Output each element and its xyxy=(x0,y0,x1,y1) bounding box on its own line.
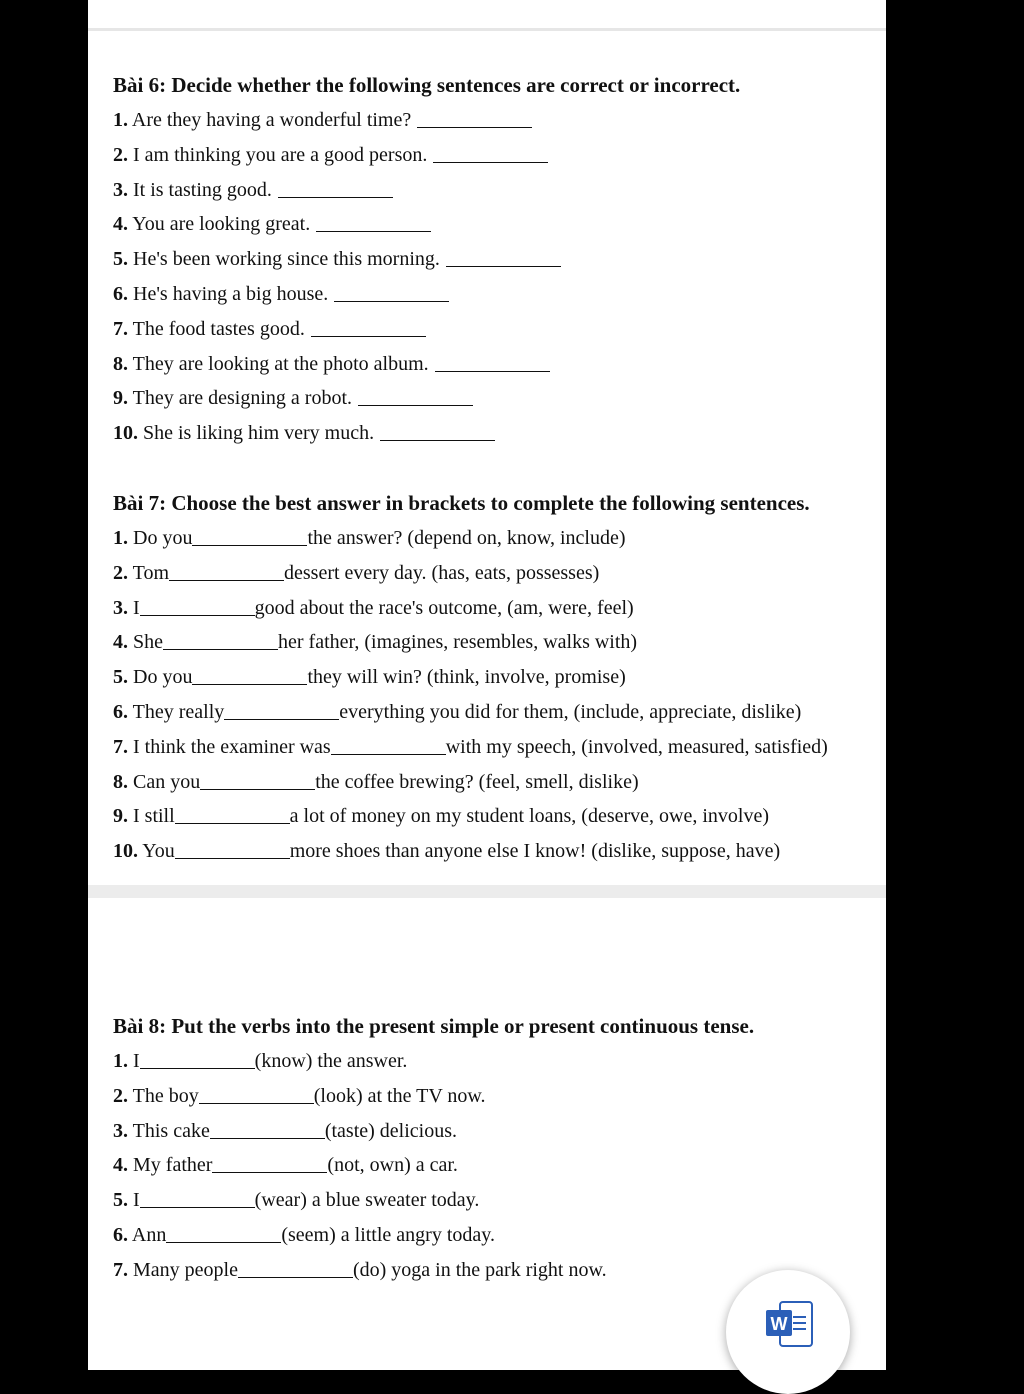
exercise-item: 3. It is tasting good. xyxy=(113,173,903,208)
answer-blank[interactable] xyxy=(175,822,290,824)
answer-blank[interactable] xyxy=(199,1102,314,1104)
answer-blank[interactable] xyxy=(140,614,255,616)
exercise-item: 5. He's been working since this morning. xyxy=(113,242,903,277)
exercise-6-heading: Bài 6: Decide whether the following sentences are correct or incorrect. xyxy=(113,73,741,97)
exercise-item: 4. My father (not, own) a car. xyxy=(113,1154,458,1177)
answer-blank[interactable] xyxy=(200,788,315,790)
exercise-item: 9. I still a lot of money on my student loans, (deserve, owe, involve) xyxy=(113,805,770,828)
exercise-item: 10. She is liking him very much. xyxy=(113,416,903,451)
word-icon-letter: W xyxy=(770,1314,788,1334)
answer-blank[interactable] xyxy=(380,439,495,441)
answer-blank[interactable] xyxy=(238,1276,353,1278)
exercise-item: 5. Do you they will win? (think, involve, promise) xyxy=(113,666,626,689)
answer-blank[interactable] xyxy=(358,404,473,406)
exercise-item: 1. I (know) the answer. xyxy=(113,1050,408,1072)
answer-blank[interactable] xyxy=(140,1206,255,1208)
exercise-item: 6. Ann (seem) a little angry today. xyxy=(113,1223,495,1246)
answer-blank[interactable] xyxy=(210,1137,325,1139)
answer-blank[interactable] xyxy=(212,1171,327,1173)
exercise-item: 3. I good about the race's outcome, (am, were, feel) xyxy=(113,596,634,619)
exercise-item: 2. I am thinking you are a good person. xyxy=(113,138,903,173)
exercise-7-heading: Bài 7: Choose the best answer in brackets to complete the following sentences. xyxy=(113,491,810,515)
page-gap xyxy=(88,885,886,898)
answer-blank[interactable] xyxy=(169,579,284,581)
page-top-divider xyxy=(88,28,886,31)
answer-blank[interactable] xyxy=(334,300,449,302)
open-in-word-button[interactable] xyxy=(726,1270,850,1394)
answer-blank[interactable] xyxy=(175,857,290,859)
exercise-item: 7. Many people (do) yoga in the park right now. xyxy=(113,1258,607,1281)
exercise-item: 2. The boy (look) at the TV now. xyxy=(113,1084,486,1107)
exercise-item: 5. I (wear) a blue sweater today. xyxy=(113,1189,480,1212)
answer-blank[interactable] xyxy=(166,1241,281,1243)
exercise-8-heading: Bài 8: Put the verbs into the present simple or present continuous tense. xyxy=(113,1014,755,1038)
answer-blank[interactable] xyxy=(192,544,307,546)
exercise-7 xyxy=(113,486,903,869)
answer-blank[interactable] xyxy=(224,718,339,720)
exercise-item: 1. Are they having a wonderful time? xyxy=(113,103,903,138)
exercise-item: 1. Do you the answer? (depend on, know, include) xyxy=(113,527,626,549)
exercise-item: 6. They really everything you did for them, (include, appreciate, dislike) xyxy=(113,700,802,723)
answer-blank[interactable] xyxy=(163,648,278,650)
exercise-item: 7. I think the examiner was with my speech, (involved, measured, satisfied) xyxy=(113,735,828,758)
answer-blank[interactable] xyxy=(331,753,446,755)
exercise-item: 8. They are looking at the photo album. xyxy=(113,347,903,382)
exercise-item: 2. Tom dessert every day. (has, eats, possesses) xyxy=(113,561,600,584)
exercise-item: 6. He's having a big house. xyxy=(113,277,903,312)
answer-blank[interactable] xyxy=(433,161,548,163)
exercise-item: 3. This cake (taste) delicious. xyxy=(113,1119,458,1142)
exercise-item: 4. She her father, (imagines, resembles, walks with) xyxy=(113,631,638,654)
exercise-item: 7. The food tastes good. xyxy=(113,312,903,347)
exercise-item: 10. You more shoes than anyone else I know! (dislike, suppose, have) xyxy=(113,840,781,863)
answer-blank[interactable] xyxy=(278,196,393,198)
exercise-8 xyxy=(113,1009,903,1288)
answer-blank[interactable] xyxy=(311,335,426,337)
answer-blank[interactable] xyxy=(140,1067,255,1069)
answer-blank[interactable] xyxy=(435,370,550,372)
answer-blank[interactable] xyxy=(192,683,307,685)
answer-blank[interactable] xyxy=(446,265,561,267)
exercise-6 xyxy=(113,68,903,451)
answer-blank[interactable] xyxy=(316,230,431,232)
exercise-item: 9. They are designing a robot. xyxy=(113,381,903,416)
answer-blank[interactable] xyxy=(417,126,532,128)
word-document-icon xyxy=(764,1300,814,1348)
exercise-item: 8. Can you the coffee brewing? (feel, smell, dislike) xyxy=(113,770,639,793)
exercise-item: 4. You are looking great. xyxy=(113,207,903,242)
